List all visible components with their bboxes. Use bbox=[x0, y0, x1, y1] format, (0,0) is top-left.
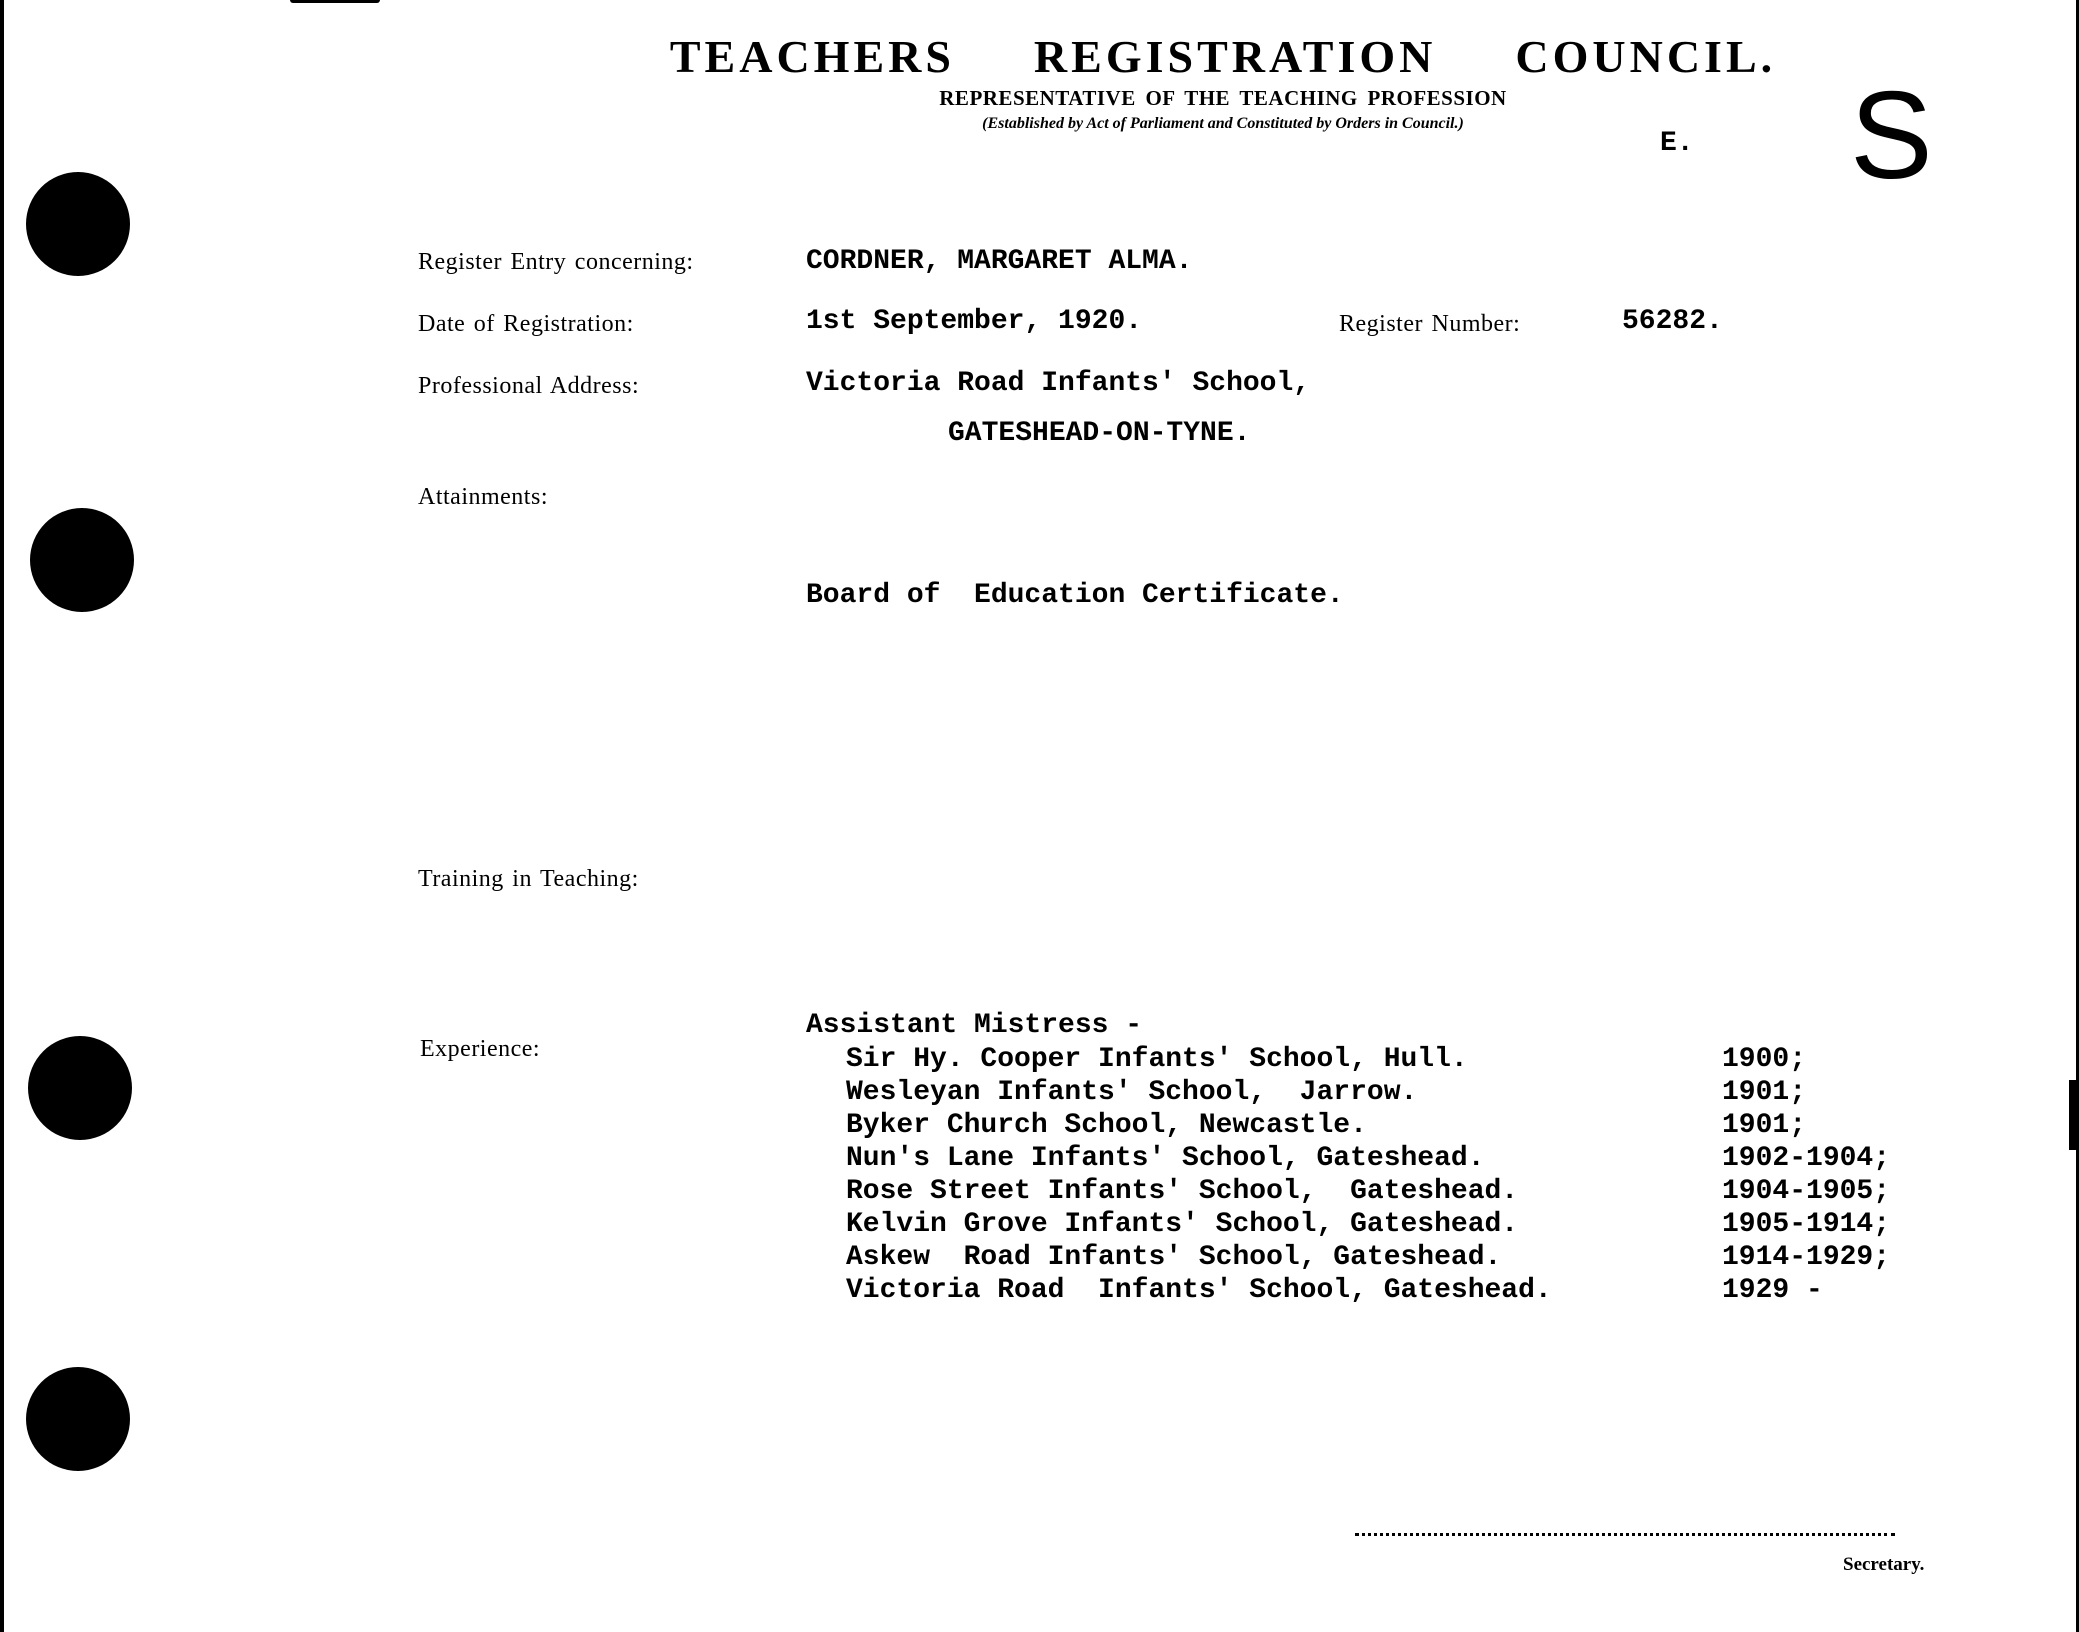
experience-years: 1929 - bbox=[1722, 1275, 1823, 1306]
experience-school: Byker Church School, Newcastle. bbox=[846, 1110, 1367, 1141]
experience-school: Nun's Lane Infants' School, Gateshead. bbox=[846, 1143, 1485, 1174]
punch-hole bbox=[28, 1036, 132, 1140]
register-number-label: Register Number: bbox=[1339, 311, 1521, 337]
address-line-1: Victoria Road Infants' School, bbox=[806, 368, 1311, 399]
training-label: Training in Teaching: bbox=[418, 866, 639, 892]
experience-years: 1901; bbox=[1722, 1077, 1807, 1108]
register-number-value: 56282. bbox=[1622, 306, 1723, 337]
punch-hole bbox=[26, 1367, 130, 1471]
concerning-label: Register Entry concerning: bbox=[418, 249, 694, 275]
document-title: TEACHERS REGISTRATION COUNCIL. bbox=[669, 31, 1777, 82]
experience-school: Wesleyan Infants' School, Jarrow. bbox=[846, 1077, 1418, 1108]
experience-school: Rose Street Infants' School, Gateshead. bbox=[846, 1176, 1519, 1207]
experience-school: Victoria Road Infants' School, Gateshead. bbox=[846, 1275, 1552, 1306]
concerning-value: CORDNER, MARGARET ALMA. bbox=[806, 246, 1193, 277]
experience-years: 1914-1929; bbox=[1722, 1242, 1891, 1273]
mark-s: S bbox=[1850, 67, 1933, 205]
experience-school: Askew Road Infants' School, Gateshead. bbox=[846, 1242, 1502, 1273]
experience-years: 1905-1914; bbox=[1722, 1209, 1891, 1240]
experience-years: 1901; bbox=[1722, 1110, 1807, 1141]
experience-school: Kelvin Grove Infants' School, Gateshead. bbox=[846, 1209, 1519, 1240]
document-subtitle: REPRESENTATIVE OF THE TEACHING PROFESSION bbox=[939, 86, 1507, 110]
experience-years: 1904-1905; bbox=[1722, 1176, 1891, 1207]
attainments-value: Board of Education Certificate. bbox=[806, 580, 1344, 611]
experience-heading: Assistant Mistress - bbox=[806, 1010, 1143, 1041]
experience-years: 1900; bbox=[1722, 1044, 1807, 1075]
address-label: Professional Address: bbox=[418, 373, 640, 399]
experience-label: Experience: bbox=[420, 1036, 541, 1062]
scan-edge-left bbox=[0, 0, 4, 1632]
experience-years: 1902-1904; bbox=[1722, 1143, 1891, 1174]
secretary-label: Secretary. bbox=[1843, 1554, 1925, 1575]
punch-hole bbox=[26, 172, 130, 276]
date-value: 1st September, 1920. bbox=[806, 306, 1143, 337]
signature-line bbox=[1355, 1533, 1895, 1536]
address-line-2: GATESHEAD-ON-TYNE. bbox=[948, 418, 1251, 449]
scan-edge-top bbox=[290, 0, 380, 3]
date-label: Date of Registration: bbox=[418, 311, 634, 337]
punch-hole bbox=[30, 508, 134, 612]
mark-e: E. bbox=[1660, 128, 1694, 159]
scan-edge-tear bbox=[2069, 1080, 2079, 1150]
establishment-note: (Established by Act of Parliament and Constituted by Orders in Council.) bbox=[982, 115, 1464, 132]
experience-school: Sir Hy. Cooper Infants' School, Hull. bbox=[846, 1044, 1468, 1075]
attainments-label: Attainments: bbox=[418, 484, 548, 510]
